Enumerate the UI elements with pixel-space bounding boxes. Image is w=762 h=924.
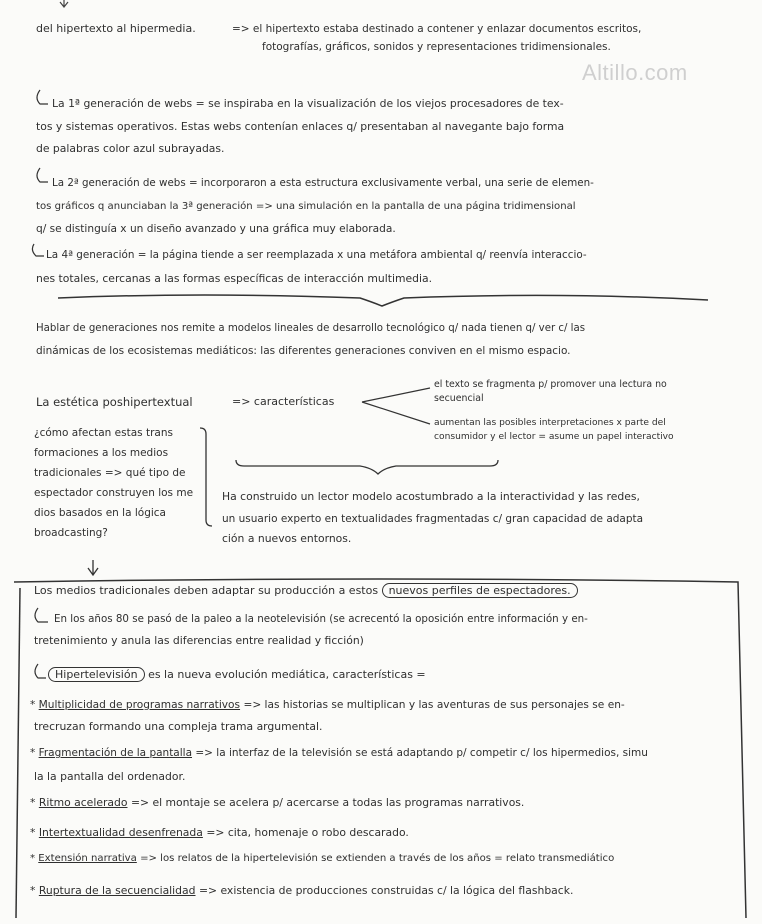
bullet: *	[30, 796, 36, 809]
hipertelevision-pill: Hipertelevisión	[48, 667, 145, 682]
feature-rest: => el montaje se acelera p/ acercarse a todas las programas narrativos.	[130, 796, 525, 809]
question-line-2: formaciones a los medios	[34, 447, 169, 459]
feature-head: Fragmentación de la pantalla	[38, 747, 193, 759]
box-eighties-line-1: En los años 80 se pasó de la paleo a la neotelevisión (se acrecentó la oposición entre información y en-	[54, 613, 588, 625]
question-line-6: broadcasting?	[34, 527, 108, 539]
aesthetics-title: La estética poshipertextual	[36, 395, 193, 409]
gen4-line-1: La 4ª generación = la página tiende a ser reemplazada x una metáfora ambiental q/ reenvía interaccio-	[46, 249, 587, 261]
answer-line-2: un usuario experto en textualidades fragmentadas c/ gran capacidad de adapta	[222, 513, 644, 525]
intro-right-1: => el hipertexto estaba destinado a contener y enlazar documentos escritos,	[232, 23, 642, 35]
aesthetics-branch-2a: aumentan las posibles interpretaciones x parte del	[434, 418, 666, 428]
feature-head: Ritmo acelerado	[38, 796, 128, 809]
aesthetics-branch-2b: consumidor y el lector = asume un papel interactivo	[434, 432, 674, 442]
summary-line-1: Hablar de generaciones nos remite a modelos lineales de desarrollo tecnológico q/ nada tienen q/ ver c/ las	[36, 323, 586, 334]
question-line-1: ¿cómo afectan estas trans	[34, 427, 173, 439]
question-line-3: tradicionales => qué tipo de	[34, 467, 186, 479]
feature-cont: trecruzan formando una compleja trama argumental.	[34, 720, 323, 733]
feature-item	[30, 826, 409, 840]
feature-item	[30, 796, 524, 810]
aesthetics-branch-1a: el texto se fragmenta p/ promover una lectura no	[434, 379, 667, 390]
question-line-5: dios basados en la lógica	[34, 507, 166, 519]
feature-cont: la la pantalla del ordenador.	[34, 770, 186, 783]
gen4-line-2: nes totales, cercanas a las formas específicas de interacción multimedia.	[36, 272, 432, 285]
answer-line-3: ción a nuevos entornos.	[222, 532, 352, 545]
bullet: *	[30, 826, 36, 839]
feature-rest: => cita, homenaje o robo descarado.	[206, 826, 409, 839]
gen2-line-3: q/ se distinguía x un diseño avanzado y una gráfica muy elaborada.	[36, 223, 396, 235]
feature-head: Multiplicidad de programas narrativos	[38, 699, 241, 711]
feature-item	[30, 884, 573, 898]
feature-rest: => la interfaz de la televisión se está adaptando p/ competir c/ los hipermedios, simu	[195, 747, 648, 759]
answer-line-1: Ha construido un lector modelo acostumbrado a la interactividad y las redes,	[222, 490, 640, 503]
box-intro-pill: nuevos perfiles de espectadores.	[382, 583, 578, 598]
feature-item	[30, 852, 614, 866]
feature-head: Ruptura de la secuencialidad	[38, 884, 196, 897]
feature-rest: => las historias se multiplican y las aventuras de sus personajes se en-	[243, 699, 625, 711]
aesthetics-arrow: => características	[232, 395, 335, 408]
bullet: *	[30, 699, 36, 711]
box-hipertelevision	[48, 668, 426, 682]
feature-head: Extensión narrativa	[38, 853, 137, 864]
intro-right-2: fotografías, gráficos, sonidos y representaciones tridimensionales.	[262, 41, 611, 53]
summary-line-2: dinámicas de los ecosistemas mediáticos: las diferentes generaciones conviven en el mismo espacio.	[36, 345, 571, 357]
gen2-line-2: tos gráficos q anunciaban la 3ª generación => una simulación en la pantalla de una página tridimensional	[36, 201, 576, 212]
gen1-line-1: La 1ª generación de webs = se inspiraba en la visualización de los viejos procesadores de tex-	[52, 97, 564, 110]
bullet: *	[30, 747, 36, 759]
aesthetics-branch-1b: secuencial	[434, 393, 484, 404]
feature-rest: => los relatos de la hipertelevisión se extienden a través de los años = relato transmediático	[140, 853, 615, 864]
gen1-line-3: de palabras color azul subrayadas.	[36, 142, 225, 155]
feature-item	[30, 746, 648, 760]
box-eighties-line-2: tretenimiento y anula las diferencias entre realidad y ficción)	[34, 634, 364, 647]
bullet: *	[30, 884, 36, 897]
box-intro-text: Los medios tradicionales deben adaptar su producción a estos	[34, 584, 379, 597]
box-intro	[34, 584, 578, 598]
gen1-line-2: tos y sistemas operativos. Estas webs contenían enlaces q/ presentaban al navegante bajo forma	[36, 120, 565, 133]
feature-item	[30, 698, 625, 712]
hipertelevision-rest: es la nueva evolución mediática, características =	[148, 668, 426, 681]
intro-left: del hipertexto al hipermedia.	[36, 22, 196, 35]
feature-rest: => existencia de producciones construidas c/ la lógica del flashback.	[198, 884, 574, 897]
bullet: *	[30, 853, 36, 864]
question-line-4: espectador construyen los me	[34, 487, 194, 499]
gen2-line-1: La 2ª generación de webs = incorporaron a esta estructura exclusivamente verbal, una serie de elemen-	[52, 177, 594, 189]
watermark: Altillo.com	[582, 60, 688, 85]
feature-head: Intertextualidad desenfrenada	[38, 826, 203, 839]
